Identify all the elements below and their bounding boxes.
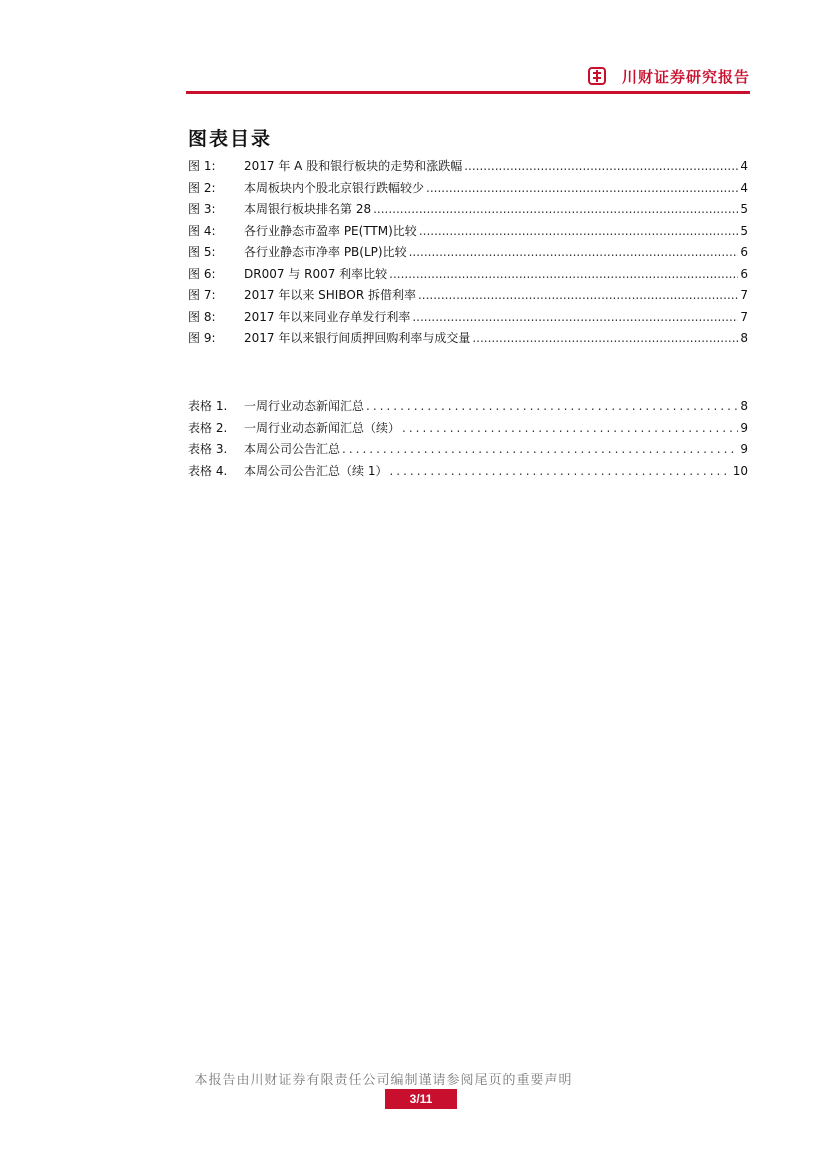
header-divider [186,91,750,94]
entry-label: 表格 1. [188,399,228,413]
dot-leader [419,221,739,243]
toc-entry-figure-4[interactable] [188,221,748,243]
dot-leader [373,199,738,221]
dot-leader [389,264,738,286]
toc-entry-figure-6[interactable] [188,264,748,286]
entry-page-number: 10 [732,463,748,478]
entry-label: 表格 3. [188,442,228,456]
entry-label: 表格 4. [188,463,228,478]
entry-title: 本周银行板块排名第 28 [244,202,372,216]
footer-disclaimer [0,1069,827,1088]
dot-leader [426,178,738,200]
entry-label: 图 4: [188,223,216,238]
entry-page-number: 7 [740,288,748,302]
toc-entry-figure-5[interactable] [188,242,748,264]
figure-list [188,156,748,350]
entry-title: 本周公司公告汇总（续 1） [244,463,388,478]
dot-leader [409,242,739,264]
toc-entry-table-1[interactable] [188,396,748,418]
toc-entry-figure-9[interactable] [188,328,748,350]
entry-label: 图 9: [188,331,216,345]
entry-page-number: 4 [740,180,748,195]
entry-title: 2017 年以来 SHIBOR 拆借利率 [244,288,416,302]
entry-label: 图 1: [188,159,216,173]
dot-leader [366,396,738,418]
dot-leader [464,156,738,178]
entry-page-number: 5 [740,223,748,238]
page-indicator: 3/11 [385,1089,457,1109]
entry-page-number: 4 [740,159,748,173]
toc-entry-table-3[interactable] [188,439,748,461]
toc-entry-table-4[interactable] [188,461,748,483]
toc-entry-figure-7[interactable] [188,285,748,307]
dot-leader [472,328,738,350]
entry-title: 一周行业动态新闻汇总（续） [244,420,401,435]
toc-title: 图表目录 [188,128,273,150]
page-header [186,62,750,96]
entry-title: 各行业静态市净率 PB(LP)比较 [244,245,407,259]
entry-label: 图 7: [188,288,216,302]
entry-title: 2017 年以来同业存单发行利率 [244,309,411,324]
entry-page-number: 9 [740,420,748,435]
entry-label: 表格 2. [188,420,228,435]
entry-label: 图 8: [188,309,216,324]
toc-entry-figure-3[interactable] [188,199,748,221]
entry-title: 2017 年 A 股和银行板块的走势和涨跌幅 [244,159,463,173]
dot-leader [418,285,738,307]
footer-disclaimer-text: 本报告由川财证券有限责任公司编制谨请参阅尾页的重要声明 [194,1073,573,1088]
toc-entry-table-2[interactable] [188,418,748,440]
entry-page-number: 5 [740,202,748,216]
entry-title: 本周板块内个股北京银行跌幅较少 [244,180,425,195]
entry-title: 本周公司公告汇总 [244,442,341,456]
toc-entry-figure-1[interactable] [188,156,748,178]
entry-title: DR007 与 R007 利率比较 [244,266,388,281]
toc-entry-figure-8[interactable] [188,307,748,329]
entry-page-number: 6 [740,266,748,281]
entry-page-number: 8 [740,331,748,345]
entry-title: 2017 年以来银行间质押回购利率与成交量 [244,331,471,345]
header-title: 川财证券研究报告 [621,68,750,86]
entry-label: 图 5: [188,245,216,259]
toc-entry-figure-2[interactable] [188,178,748,200]
dot-leader [402,418,738,440]
entry-title: 一周行业动态新闻汇总 [244,399,365,413]
table-list [188,396,748,482]
dot-leader [412,307,738,329]
entry-title: 各行业静态市盈率 PE(TTM)比较 [244,223,417,238]
entry-label: 图 3: [188,202,216,216]
dot-leader [389,461,730,483]
entry-page-number: 9 [740,442,748,456]
entry-label: 图 2: [188,180,216,195]
entry-page-number: 6 [740,245,748,259]
entry-label: 图 6: [188,266,216,281]
entry-page-number: 7 [740,309,748,324]
entry-page-number: 8 [740,399,748,413]
chuancai-logo-icon [588,67,606,85]
dot-leader [342,439,738,461]
